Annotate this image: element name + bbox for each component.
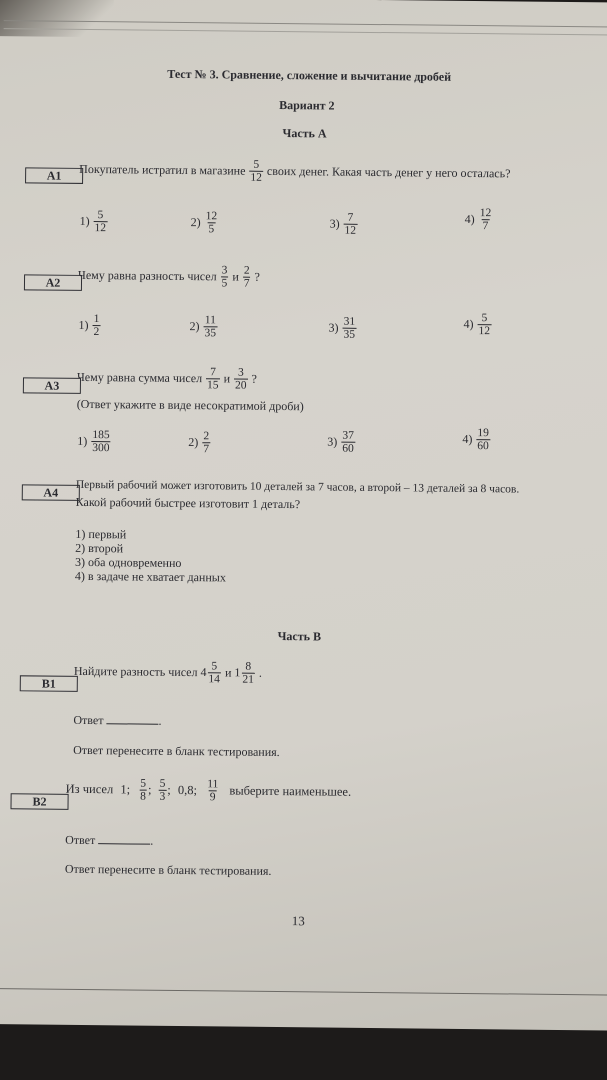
answer-blank[interactable] — [106, 713, 158, 725]
option-a2-4[interactable] — [463, 312, 492, 337]
fraction — [476, 427, 490, 452]
denominator: 7 — [243, 277, 250, 290]
option-a3-2[interactable] — [188, 430, 211, 455]
denominator: 5 — [208, 223, 215, 236]
numerator: 11 — [207, 778, 219, 791]
numerator: 2 — [203, 430, 210, 443]
fraction — [205, 210, 219, 235]
question-label-a3: А3 — [23, 377, 81, 394]
variant-title: Вариант 2 — [279, 97, 335, 113]
fraction — [206, 366, 220, 391]
part-b-title: Часть В — [277, 629, 322, 644]
transfer-note-b1: Ответ перенесите в бланк тестирования. — [73, 742, 280, 760]
fraction — [202, 430, 210, 455]
question-a3-note: (Ответ укажите в виде несократимой дроби) — [76, 396, 304, 414]
fraction — [249, 159, 263, 184]
transfer-note-b2: Ответ перенесите в бланк тестирования. — [64, 861, 272, 878]
option-number: 4) — [462, 431, 473, 447]
numerator: 12 — [479, 207, 492, 220]
question-a3-text — [77, 365, 257, 392]
fraction — [220, 264, 228, 289]
question-text-after: ? — [254, 269, 260, 284]
option-number: 3) — [327, 434, 338, 449]
numerator: 5 — [211, 660, 218, 673]
whole-part: 4 — [200, 665, 207, 680]
denominator: 12 — [344, 224, 357, 237]
fraction — [92, 313, 100, 338]
fraction — [207, 660, 221, 685]
denominator: 20 — [234, 379, 247, 392]
numerator: 2 — [243, 264, 250, 277]
option-number: 2) — [190, 215, 201, 230]
denominator: 8 — [140, 790, 146, 803]
question-text-before: Чему равна сумма чисел — [76, 369, 203, 386]
fraction — [343, 212, 357, 237]
denominator: 300 — [92, 442, 110, 455]
part-a-title: Часть А — [282, 126, 327, 141]
numerator: 37 — [342, 429, 354, 442]
answer-label: Ответ — [65, 832, 96, 848]
option-a1-4[interactable] — [465, 207, 494, 232]
separator: ; — [147, 782, 152, 797]
question-text-after: своих денег. Какая часть денег у него осталась? — [266, 163, 511, 181]
answer-end: . — [158, 713, 162, 728]
numerator: 8 — [245, 660, 252, 673]
fraction — [206, 778, 219, 803]
denominator: 14 — [208, 673, 221, 686]
shadow-corner — [0, 0, 114, 37]
numerator: 185 — [92, 429, 110, 442]
option-number: 1) — [78, 317, 89, 333]
question-text-before: Из чисел — [65, 781, 114, 797]
numerator: 1 — [93, 313, 100, 326]
denominator: 2 — [93, 326, 100, 339]
conjunction: и — [232, 269, 239, 284]
fraction — [479, 207, 493, 232]
denominator: 9 — [209, 791, 216, 804]
fraction — [243, 265, 251, 290]
test-title: Тест № 3. Сравнение, сложение и вычитание дробей — [167, 66, 452, 84]
question-a2-text — [78, 263, 260, 290]
question-label-a1: А1 — [25, 167, 83, 184]
denominator: 3 — [159, 790, 166, 803]
question-text-after: ? — [251, 371, 257, 386]
option-a1-2[interactable] — [191, 210, 220, 235]
question-label-a2: А2 — [24, 274, 82, 291]
fraction — [139, 778, 147, 803]
number-1: 1; — [120, 782, 131, 797]
numerator: 3 — [221, 264, 228, 277]
question-a4-line1: Первый рабочий может изготовить 10 деталей за 7 часов, а второй – 13 деталей за 8 часов. — [75, 478, 520, 496]
fraction — [234, 367, 248, 392]
decimal-number: 0,8; — [177, 782, 198, 798]
question-a1-text — [79, 157, 511, 187]
denominator: 5 — [221, 277, 228, 290]
numerator: 11 — [204, 314, 216, 327]
question-b2-text — [66, 777, 352, 805]
question-text-after: . — [258, 665, 263, 680]
numerator: 12 — [205, 210, 218, 223]
numerator: 5 — [159, 777, 166, 790]
fraction — [203, 314, 217, 339]
question-text-before: Покупатель истратил в магазине — [79, 161, 246, 178]
question-label-b2: В2 — [10, 793, 68, 810]
denominator: 35 — [343, 328, 356, 341]
option-a2-3[interactable] — [328, 316, 357, 341]
option-a4-4[interactable]: 4) в задаче не хватает данных — [74, 568, 226, 585]
answer-line-b1 — [73, 713, 161, 729]
question-label-b1: В1 — [20, 675, 78, 692]
option-a3-1[interactable] — [77, 429, 112, 454]
numerator: 3 — [237, 366, 244, 379]
numerator: 31 — [343, 315, 356, 328]
option-number: 3) — [328, 320, 339, 335]
question-text-before: Найдите разность чисел — [73, 663, 198, 680]
fraction — [241, 661, 255, 686]
option-a3-4[interactable] — [462, 427, 491, 452]
question-label-a4: А4 — [22, 484, 80, 501]
numerator: 5 — [140, 777, 147, 790]
denominator: 7 — [203, 443, 210, 456]
denominator: 35 — [204, 327, 217, 340]
option-a2-1[interactable] — [78, 313, 101, 338]
denominator: 7 — [482, 220, 489, 233]
fraction — [477, 312, 491, 337]
conjunction: и — [223, 371, 231, 386]
fraction — [94, 209, 108, 234]
whole-part: 1 — [234, 665, 241, 680]
numerator: 5 — [253, 158, 260, 171]
fraction — [342, 316, 356, 341]
denominator: 12 — [94, 222, 107, 235]
fraction — [341, 430, 355, 455]
denominator: 12 — [478, 325, 491, 338]
mixed-number-2 — [234, 660, 256, 686]
option-a1-1[interactable] — [80, 209, 109, 234]
option-a1-3[interactable] — [329, 212, 358, 237]
option-a3-3[interactable] — [327, 430, 356, 455]
question-text-after: выберите наименьшее. — [229, 783, 352, 799]
denominator: 21 — [242, 673, 254, 686]
mixed-number-1 — [200, 660, 222, 686]
denominator: 60 — [342, 442, 354, 455]
answer-line-b2 — [65, 833, 153, 849]
numerator: 7 — [210, 366, 216, 379]
conjunction: и — [224, 665, 232, 680]
numerator: 5 — [97, 209, 104, 222]
answer-label: Ответ — [73, 712, 104, 728]
denominator: 60 — [477, 440, 489, 453]
fraction — [91, 429, 111, 454]
question-text-before: Чему равна разность чисел — [78, 267, 217, 284]
denominator: 12 — [250, 171, 262, 184]
separator: ; — [167, 782, 171, 797]
question-b1-text — [74, 659, 262, 686]
numerator: 7 — [347, 211, 354, 224]
option-a4-2[interactable]: 2) второй — [75, 540, 124, 556]
option-a4-1[interactable]: 1) первый — [75, 526, 127, 542]
bottom-rule — [0, 988, 607, 996]
answer-blank[interactable] — [98, 833, 150, 845]
numerator: 5 — [481, 312, 488, 325]
option-a2-2[interactable] — [189, 314, 218, 339]
answer-end: . — [150, 833, 154, 848]
option-number: 2) — [188, 435, 199, 450]
option-number: 4) — [463, 316, 474, 332]
denominator: 15 — [207, 379, 219, 392]
question-a4-line2: Какой рабочий быстрее изготовит 1 деталь? — [75, 494, 301, 512]
option-number: 1) — [79, 213, 90, 229]
option-a4-3[interactable]: 3) оба одновременно — [75, 554, 182, 570]
option-number: 4) — [464, 211, 475, 227]
option-number: 1) — [77, 433, 88, 449]
option-number: 2) — [189, 319, 200, 334]
fraction — [158, 778, 166, 803]
page-number: 13 — [291, 913, 305, 929]
option-number: 3) — [329, 216, 340, 231]
numerator: 19 — [477, 427, 490, 440]
